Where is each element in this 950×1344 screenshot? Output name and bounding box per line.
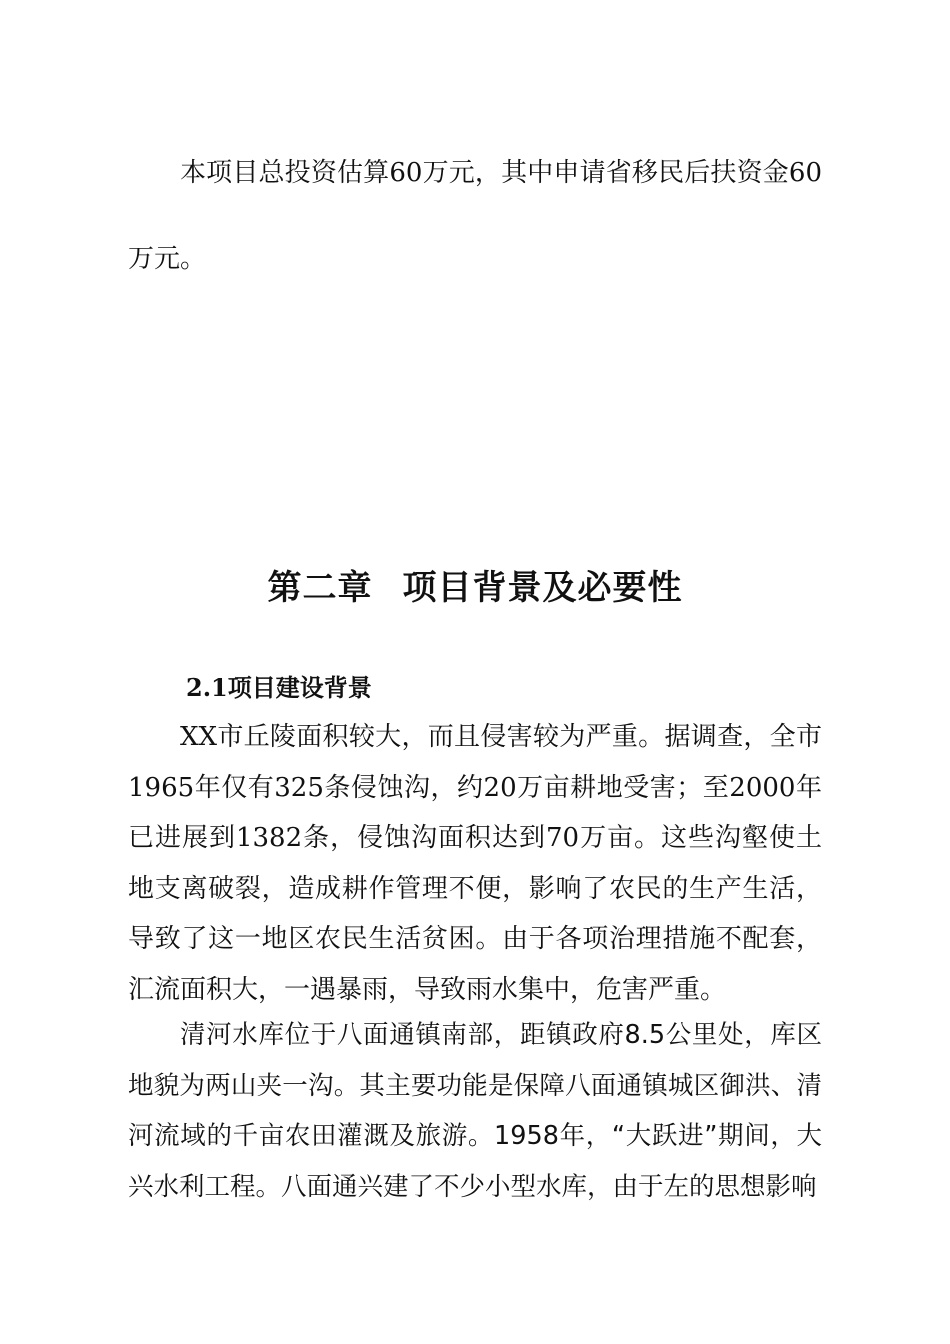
chapter-number: 第二章: [267, 568, 373, 608]
body-paragraph: 清河水库位于八面通镇南部，距镇政府8.5公里处，库区地貌为两山夹一沟。其主要功能是保障八面通镇城区御洪、清河流域的千亩农田灌溉及旅游。1958年，“大跃进”期间，大兴水利工程。八面通兴建了不少小型水库，由于左的思想影响: [128, 1020, 822, 1202]
intro-paragraph: 本项目总投资估算60万元，其中申请省移民后扶资金60万元。: [128, 158, 822, 274]
section-heading: 2.1项目建设背景: [186, 673, 372, 702]
body-paragraph: XX市丘陵面积较大，而且侵害较为严重。据调查，全市1965年仅有325条侵蚀沟，约20万亩耕地受害；至2000年已进展到1382条，侵蚀沟面积达到70万亩。这些沟壑使土地支离破裂，造成耕作管理不便，影响了农民的生产生活，导致了这一地区农民生活贫困。由于各项治理措施不配套，汇流面积大，一遇暴雨，导致雨水集中，危害严重。: [128, 722, 822, 1005]
chapter-name: 项目背景及必要性: [402, 568, 683, 608]
chapter-title: [0, 560, 950, 609]
